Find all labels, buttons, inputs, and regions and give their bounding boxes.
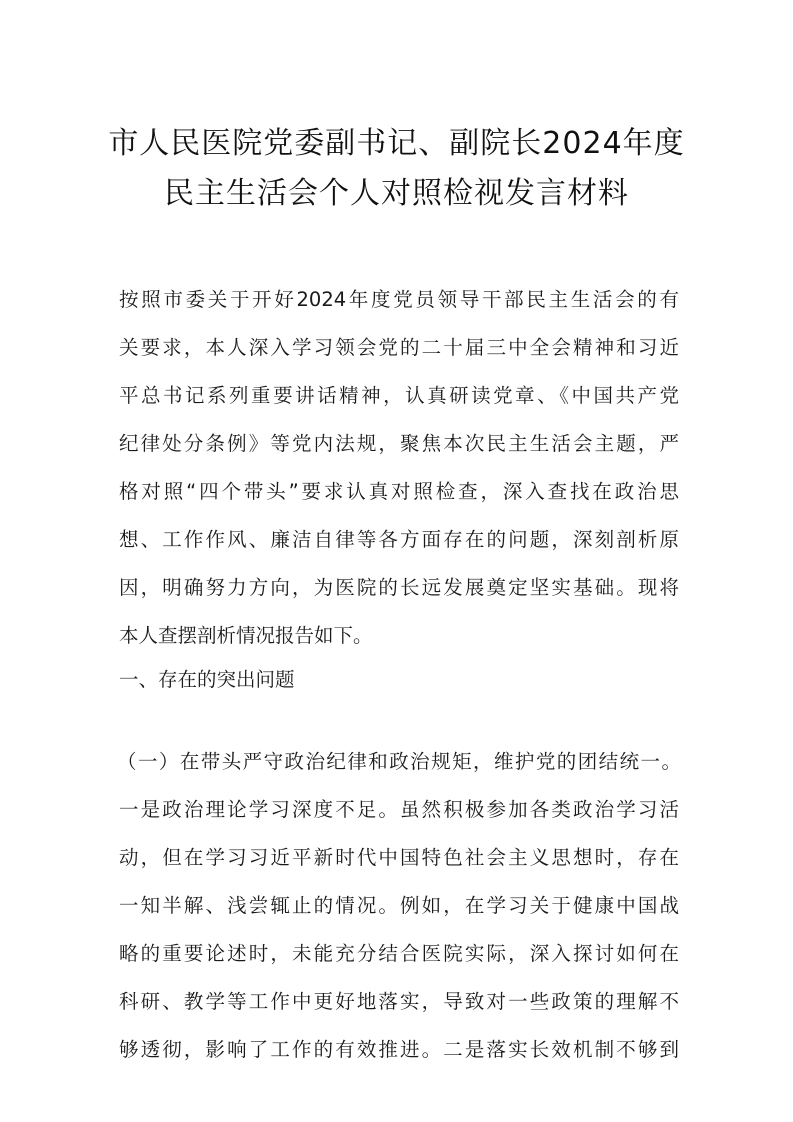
section-line: 一知半解、浅尝辄止的情况。例如，在学习关于健康中国战	[119, 894, 679, 917]
intro-line: 想、工作作风、廉洁自律等各方面存在的问题，深刻剖析原	[119, 528, 679, 551]
section-line: 动，但在学习习近平新时代中国特色社会主义思想时，存在	[119, 846, 679, 869]
intro-line: 关要求，本人深入学习领会党的二十届三中全会精神和习近	[119, 336, 679, 359]
intro-line: 格对照“四个带头”要求认真对照检查，深入查找在政治思	[119, 480, 679, 503]
section-line: （一）在带头严守政治纪律和政治规矩，维护党的团结统一。	[117, 750, 681, 773]
document-title-line-2: 民主生活会个人对照检视发言材料	[164, 176, 629, 211]
intro-line: 纪律处分条例》等党内法规，聚焦本次民主生活会主题，严	[119, 432, 679, 455]
intro-line: 因，明确努力方向，为医院的长远发展奠定坚实基础。现将	[119, 576, 679, 599]
section-line: 科研、教学等工作中更好地落实，导致对一些政策的理解不	[119, 990, 679, 1013]
section-heading: 一、存在的突出问题	[119, 668, 295, 691]
document-title-line-1: 市人民医院党委副书记、副院长2024年度	[108, 126, 685, 161]
intro-line: 按照市委关于开好2024年度党员领导干部民主生活会的有	[119, 288, 679, 311]
intro-line: 本人查摆剖析情况报告如下。	[119, 624, 373, 647]
section-line: 够透彻，影响了工作的有效推进。二是落实长效机制不够到	[119, 1038, 679, 1061]
section-line: 略的重要论述时，未能充分结合医院实际，深入探讨如何在	[119, 942, 679, 965]
section-line: 一是政治理论学习深度不足。虽然积极参加各类政治学习活	[119, 798, 679, 821]
intro-line: 平总书记系列重要讲话精神，认真研读党章、《中国共产党	[119, 384, 679, 407]
